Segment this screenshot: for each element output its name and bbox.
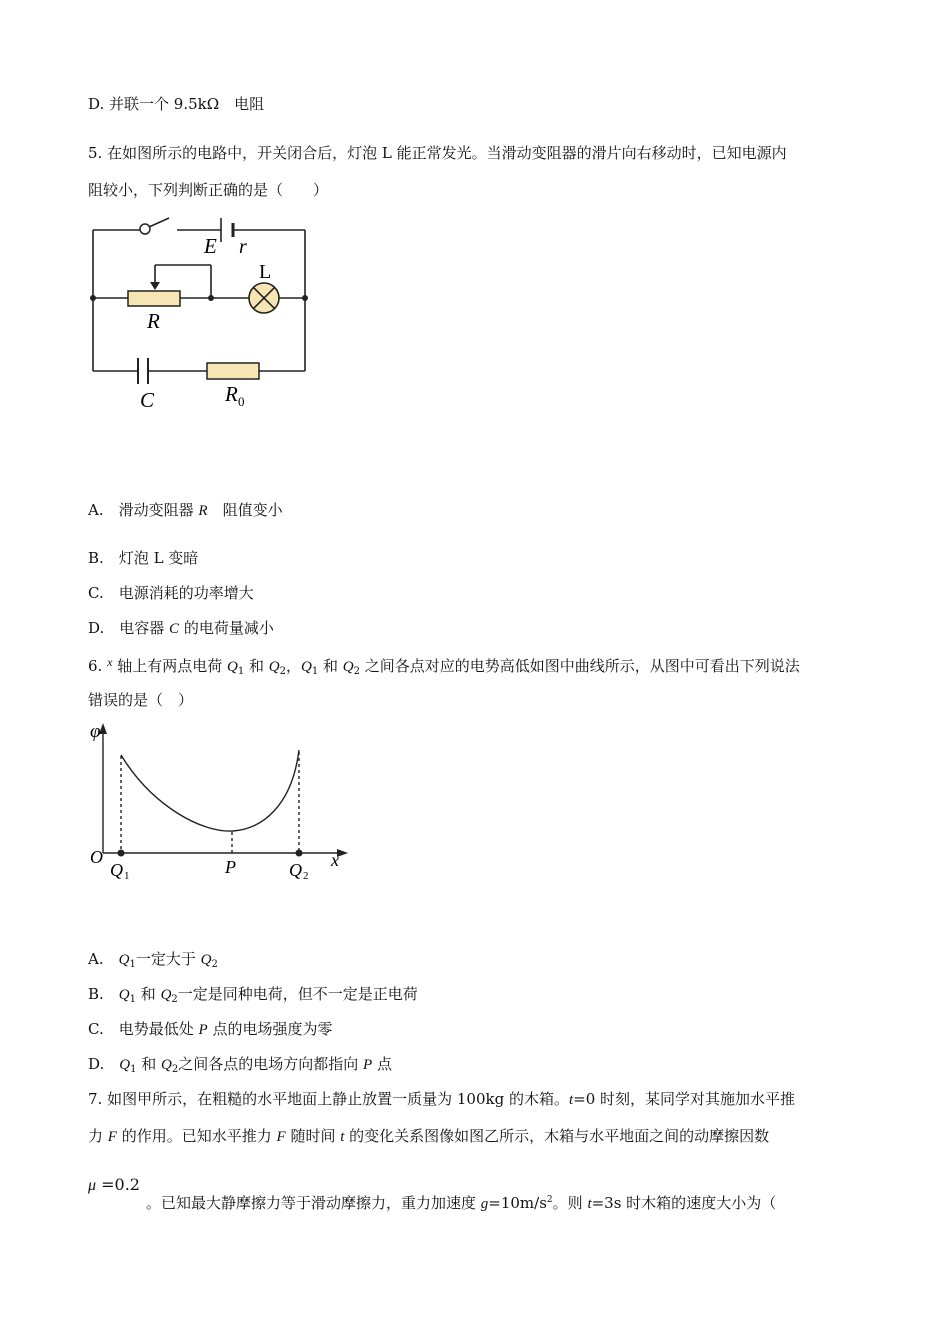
charge-q1: Q — [226, 659, 238, 675]
option-text: 和 — [136, 985, 161, 1003]
stem-text: 和 — [318, 657, 343, 675]
option-text: 灯泡 L 变暗 — [118, 549, 199, 567]
subscript: 2 — [171, 1064, 179, 1075]
option-text: 电容器 — [119, 619, 170, 637]
rheostat-R — [128, 291, 180, 306]
option-text: 电势最低处 — [118, 1020, 199, 1038]
subscript: 1 — [129, 959, 136, 970]
stem-text: 轴上有两点电荷 — [112, 657, 227, 675]
q5-stem-line2 — [88, 180, 328, 200]
option-label: A. — [88, 501, 119, 519]
q7-stem-line2 — [88, 1126, 769, 1147]
resistor-R0 — [207, 363, 259, 379]
variable-F: F — [276, 1129, 286, 1145]
label-R0-subscript: 0 — [238, 394, 245, 409]
option-text: 点 — [372, 1055, 392, 1073]
q6-option-a — [88, 949, 218, 975]
q7-stem-line1 — [88, 1089, 795, 1110]
option-label: A. — [88, 950, 119, 968]
option-label: D. — [88, 1055, 120, 1073]
label-P: P — [225, 857, 236, 877]
slider-arrow — [150, 282, 160, 290]
variable-mu: μ — [88, 1177, 97, 1194]
option-text: 阻值变小 — [207, 501, 283, 519]
stem-text: 的变化关系图像如图乙所示，木箱与水平地面之间的动摩擦因数 — [344, 1127, 770, 1145]
option-variable: P — [198, 1022, 208, 1038]
option-text: 滑动变阻器 — [118, 501, 199, 519]
charge-q2: Q — [268, 659, 280, 675]
junction-dot — [90, 295, 96, 301]
variable-t: t — [587, 1196, 592, 1212]
stem-text: =0 时刻，某同学对其施加水平推 — [573, 1090, 796, 1108]
option-text: 之间各点的电场方向都指向 — [178, 1055, 364, 1073]
stem-text: 。已知最大静摩擦力等于滑动摩擦力，重力加速度 — [146, 1194, 481, 1212]
stem-text: 力 — [88, 1127, 108, 1145]
potential-graph — [82, 716, 352, 886]
charge-q2: Q — [160, 987, 172, 1003]
question-number: 6. — [88, 657, 108, 675]
option-variable: C — [169, 621, 180, 637]
subscript: 1 — [311, 666, 319, 677]
option-text: 一定大于 — [135, 950, 201, 968]
label-phi: φ — [90, 721, 101, 742]
q6-stem-line2 — [88, 690, 193, 710]
question-number: 7. — [88, 1090, 108, 1108]
stem-text: 随时间 — [285, 1127, 341, 1145]
stem-text: 和 — [244, 657, 269, 675]
q5-option-d — [88, 618, 274, 639]
stem-text: ， — [285, 657, 301, 675]
option-variable: P — [363, 1057, 373, 1073]
junction-dot — [208, 295, 214, 301]
switch-contact — [140, 224, 150, 234]
label-Q2: Q — [289, 860, 302, 880]
charge-q1: Q — [118, 987, 130, 1003]
charge-q1-dot — [118, 850, 125, 857]
option-label: B. — [88, 549, 119, 567]
option-text: 电源消耗的功率增大 — [118, 584, 254, 602]
charge-q2: Q — [200, 952, 212, 968]
label-R0: R — [225, 382, 238, 406]
option-variable: R — [198, 503, 208, 519]
variable-t: t — [340, 1129, 345, 1145]
stem-text: =3s 时木箱的速度大小为（ — [591, 1194, 777, 1212]
option-text: 并联一个 9.5kΩ 电阻 — [109, 95, 265, 113]
option-text: 点的电场强度为零 — [207, 1020, 333, 1038]
variable-g: g — [480, 1196, 489, 1212]
label-L: L — [259, 261, 272, 283]
q5-option-c — [88, 583, 254, 603]
potential-curve — [121, 750, 299, 831]
subscript: 2 — [279, 666, 286, 677]
label-E: E — [204, 234, 217, 258]
q6-option-b — [88, 984, 418, 1010]
label-Q1-subscript: 1 — [124, 870, 130, 882]
q5-stem-line1 — [88, 143, 787, 163]
subscript: 2 — [353, 666, 360, 677]
variable-F: F — [107, 1129, 117, 1145]
label-O: O — [90, 847, 103, 867]
question-number: 5. — [88, 144, 108, 162]
q5-option-a — [88, 500, 283, 521]
q4-option-d — [88, 94, 264, 114]
charge-q1: Q — [300, 659, 312, 675]
q6-stem-line1 — [88, 652, 800, 682]
charge-q2: Q — [342, 659, 354, 675]
switch-lever — [149, 218, 169, 227]
label-x: x — [331, 850, 339, 870]
stem-text: 在如图所示的电路中，开关闭合后，灯泡 L 能正常发光。当滑动变阻器的滑片向右移动时，已知电源内 — [107, 144, 787, 162]
label-C: C — [140, 388, 155, 412]
option-label: C. — [88, 584, 119, 602]
formula-text: =0.2 — [96, 1175, 140, 1194]
charge-q1: Q — [119, 1057, 131, 1073]
option-text: 一定是同种电荷，但不一定是正电荷 — [177, 985, 418, 1003]
stem-text: 错误的是（ ） — [88, 691, 194, 709]
label-Q1: Q — [110, 860, 123, 880]
option-label: D. — [88, 95, 110, 113]
subscript: 2 — [211, 959, 218, 970]
stem-text: 阻较小，下列判断正确的是（ ） — [88, 181, 329, 199]
subscript: 2 — [171, 994, 178, 1005]
stem-text: 。则 — [552, 1194, 588, 1212]
x-variable: x — [107, 655, 113, 669]
charge-q1: Q — [118, 952, 130, 968]
q5-option-b — [88, 548, 198, 568]
option-text: 和 — [136, 1055, 162, 1073]
stem-text: 如图甲所示，在粗糙的水平地面上静止放置一质量为 100kg 的木箱。 — [107, 1090, 569, 1108]
stem-text: 的作用。已知水平推力 — [116, 1127, 277, 1145]
subscript: 1 — [129, 994, 137, 1005]
stem-text: =10m/s — [488, 1194, 547, 1212]
subscript: 1 — [130, 1064, 137, 1075]
q7-stem-line3 — [146, 1190, 776, 1214]
option-text: 的电荷量减小 — [179, 619, 274, 637]
variable-t: t — [568, 1092, 574, 1108]
q6-option-d — [88, 1054, 392, 1080]
label-Q2-subscript: 2 — [303, 870, 309, 882]
charge-q2-dot — [296, 850, 303, 857]
label-R: R — [147, 309, 160, 333]
label-r: r — [239, 236, 247, 258]
subscript: 1 — [237, 666, 245, 677]
circuit-diagram — [80, 208, 320, 413]
junction-dot — [302, 295, 308, 301]
q6-option-c — [88, 1019, 332, 1040]
charge-q2: Q — [161, 1057, 172, 1073]
option-label: C. — [88, 1020, 119, 1038]
stem-text: 之间各点对应的电势高低如图中曲线所示，从图中可看出下列说法 — [359, 657, 800, 675]
superscript: 2 — [546, 1195, 553, 1205]
option-label: D. — [88, 619, 120, 637]
q7-mu-formula — [88, 1175, 140, 1196]
option-label: B. — [88, 985, 119, 1003]
